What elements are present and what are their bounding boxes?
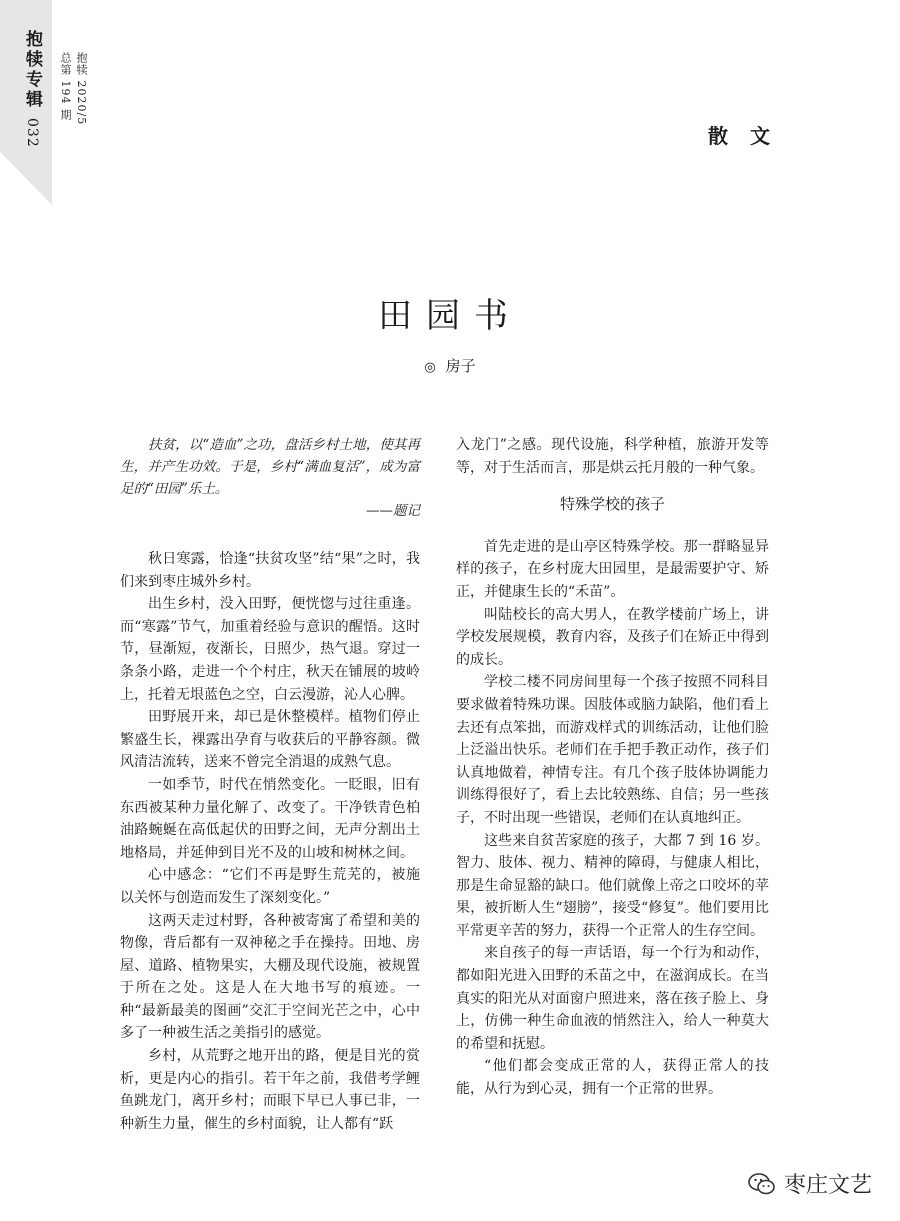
epigraph-text: 扶贫，以“造血”之功，盘活乡村土地，使其再生，并产生功效。于是，乡村“满血复活”，成为富足的“田园”乐土。: [120, 437, 420, 497]
left-column: [120, 434, 420, 1135]
total-issue-label: 总第 194 期: [59, 52, 72, 121]
paragraph: 叫陆校长的高大男人，在教学楼前广场上，讲学校发展规模，教育内容，及孩子们在矫正中得到的成长。: [456, 606, 769, 668]
side-tab-name: 抱犊专辑: [22, 30, 42, 110]
wechat-icon: [748, 1172, 776, 1196]
section-label: 散文: [708, 124, 792, 148]
issue-meta: [57, 52, 89, 125]
paragraph: 首先走进的是山亭区特殊学校。那一群略显异样的孩子，在乡村庞大田园里，是最需要护守、矫正，并健康生长的“禾苗”。: [456, 538, 769, 600]
issue-label: 抱犊 2020/5: [75, 52, 88, 126]
right-column: [456, 434, 769, 1101]
paragraph: 来自孩子的每一声话语，每一个行为和动作，都如阳光进入田野的禾苗之中，在滋润成长。在当真实的阳光从对面窗户照进来，落在孩子脸上、身上，仿佛一种生命血液的悄然注入，给人一种莫大的希望和抚慰。: [456, 945, 769, 1052]
paragraph: 这些来自贫苦家庭的孩子，大都 7 到 16 岁。智力、肢体、视力、精神的障碍，与健康人相比，那是生命显豁的缺口。他们就像上帝之口咬坏的苹果，被折断人生“翅膀”，接受“修复”。他们要用比平常更辛苦的努力，获得一个正常人的生存空间。: [456, 832, 769, 939]
paragraph: 这两天走过村野，各种被寄寓了希望和美的物像，背后都有一双神秘之手在操持。田地、房屋、道路、植物果实，大棚及现代设施，被规置于所在之处。这是人在大地书写的痕迹。一种“最新最美的图画”交汇于空间光芒之中，心中多了一种被生活之美指引的感觉。: [120, 912, 420, 1042]
paragraph: 心中感念：“它们不再是野生荒芜的，被施以关怀与创造而发生了深刻变化。”: [120, 867, 420, 906]
epigraph-signature: ——题记: [366, 503, 420, 519]
watermark-text: 枣庄文艺: [784, 1173, 873, 1198]
paragraph: 一如季节，时代在悄然变化。一眨眼，旧有东西被某种力量化解了、改变了。干净铁青色柏油路蜿蜒在高低起伏的田野之间，无声分割出土地格局，并延伸到目光不及的山坡和树林之间。: [120, 776, 420, 861]
author-mark-icon: ◎: [424, 360, 436, 375]
paragraph-continuation: 入龙门”之感。现代设施，科学种植，旅游开发等等，对于生活而言，那是烘云托月般的一种气象。: [456, 437, 769, 476]
paragraph: 出生乡村，没入田野，便恍惚与过往重逢。而“寒露”节气，加重着经验与意识的醒悟。这时节，昼渐短，夜渐长，日照少，热气退。穿过一条条小路，走进一个个村庄，秋天在铺展的坡岭上，托着无垠蓝色之空，白云漫游，沁人心脾。: [120, 596, 420, 703]
author-line: [0, 355, 900, 376]
watermark: [748, 1168, 872, 1199]
epigraph: [120, 434, 420, 522]
paragraph: 田野展开来，却已是休整模样。植物们停止繁盛生长，裸露出孕育与收获后的平静容颜。微风清洁流转，送来不曾完全消退的成熟气息。: [120, 709, 420, 771]
paragraph: 乡村，从荒野之地开出的路，便是目光的赏析，更是内心的指引。若干年之前，我借考学鲤鱼跳龙门，离开乡村；而眼下早已人事已非，一种新生力量，催生的乡村面貌，让人都有“跃: [120, 1048, 420, 1132]
paragraph: 学校二楼不同房间里每一个孩子按照不同科目要求做着特殊功课。因肢体或脑力缺陷，他们看上去还有点笨拙，而游戏样式的训练活动，让他们脸上泛溢出快乐。老师们在手把手教正动作，孩子们认真地做着，神情专注。有几个孩子肢体协调能力训练得很好了，看上去比较熟练、自信；另一些孩子，不时出现一些错误，老师们在认真地纠正。: [456, 674, 769, 826]
subheading: 特殊学校的孩子: [559, 495, 665, 514]
article-title: 田园书: [378, 296, 522, 336]
paragraph: 秋日寒露，恰逢“扶贫攻坚”结“果”之时，我们来到枣庄城外乡村。: [120, 551, 420, 590]
paragraph: “他们都会变成正常的人，获得正常人的技能，从行为到心灵，拥有一个正常的世界。: [456, 1058, 769, 1098]
page-number: 032: [24, 118, 40, 148]
author-name: 房子: [445, 357, 476, 375]
